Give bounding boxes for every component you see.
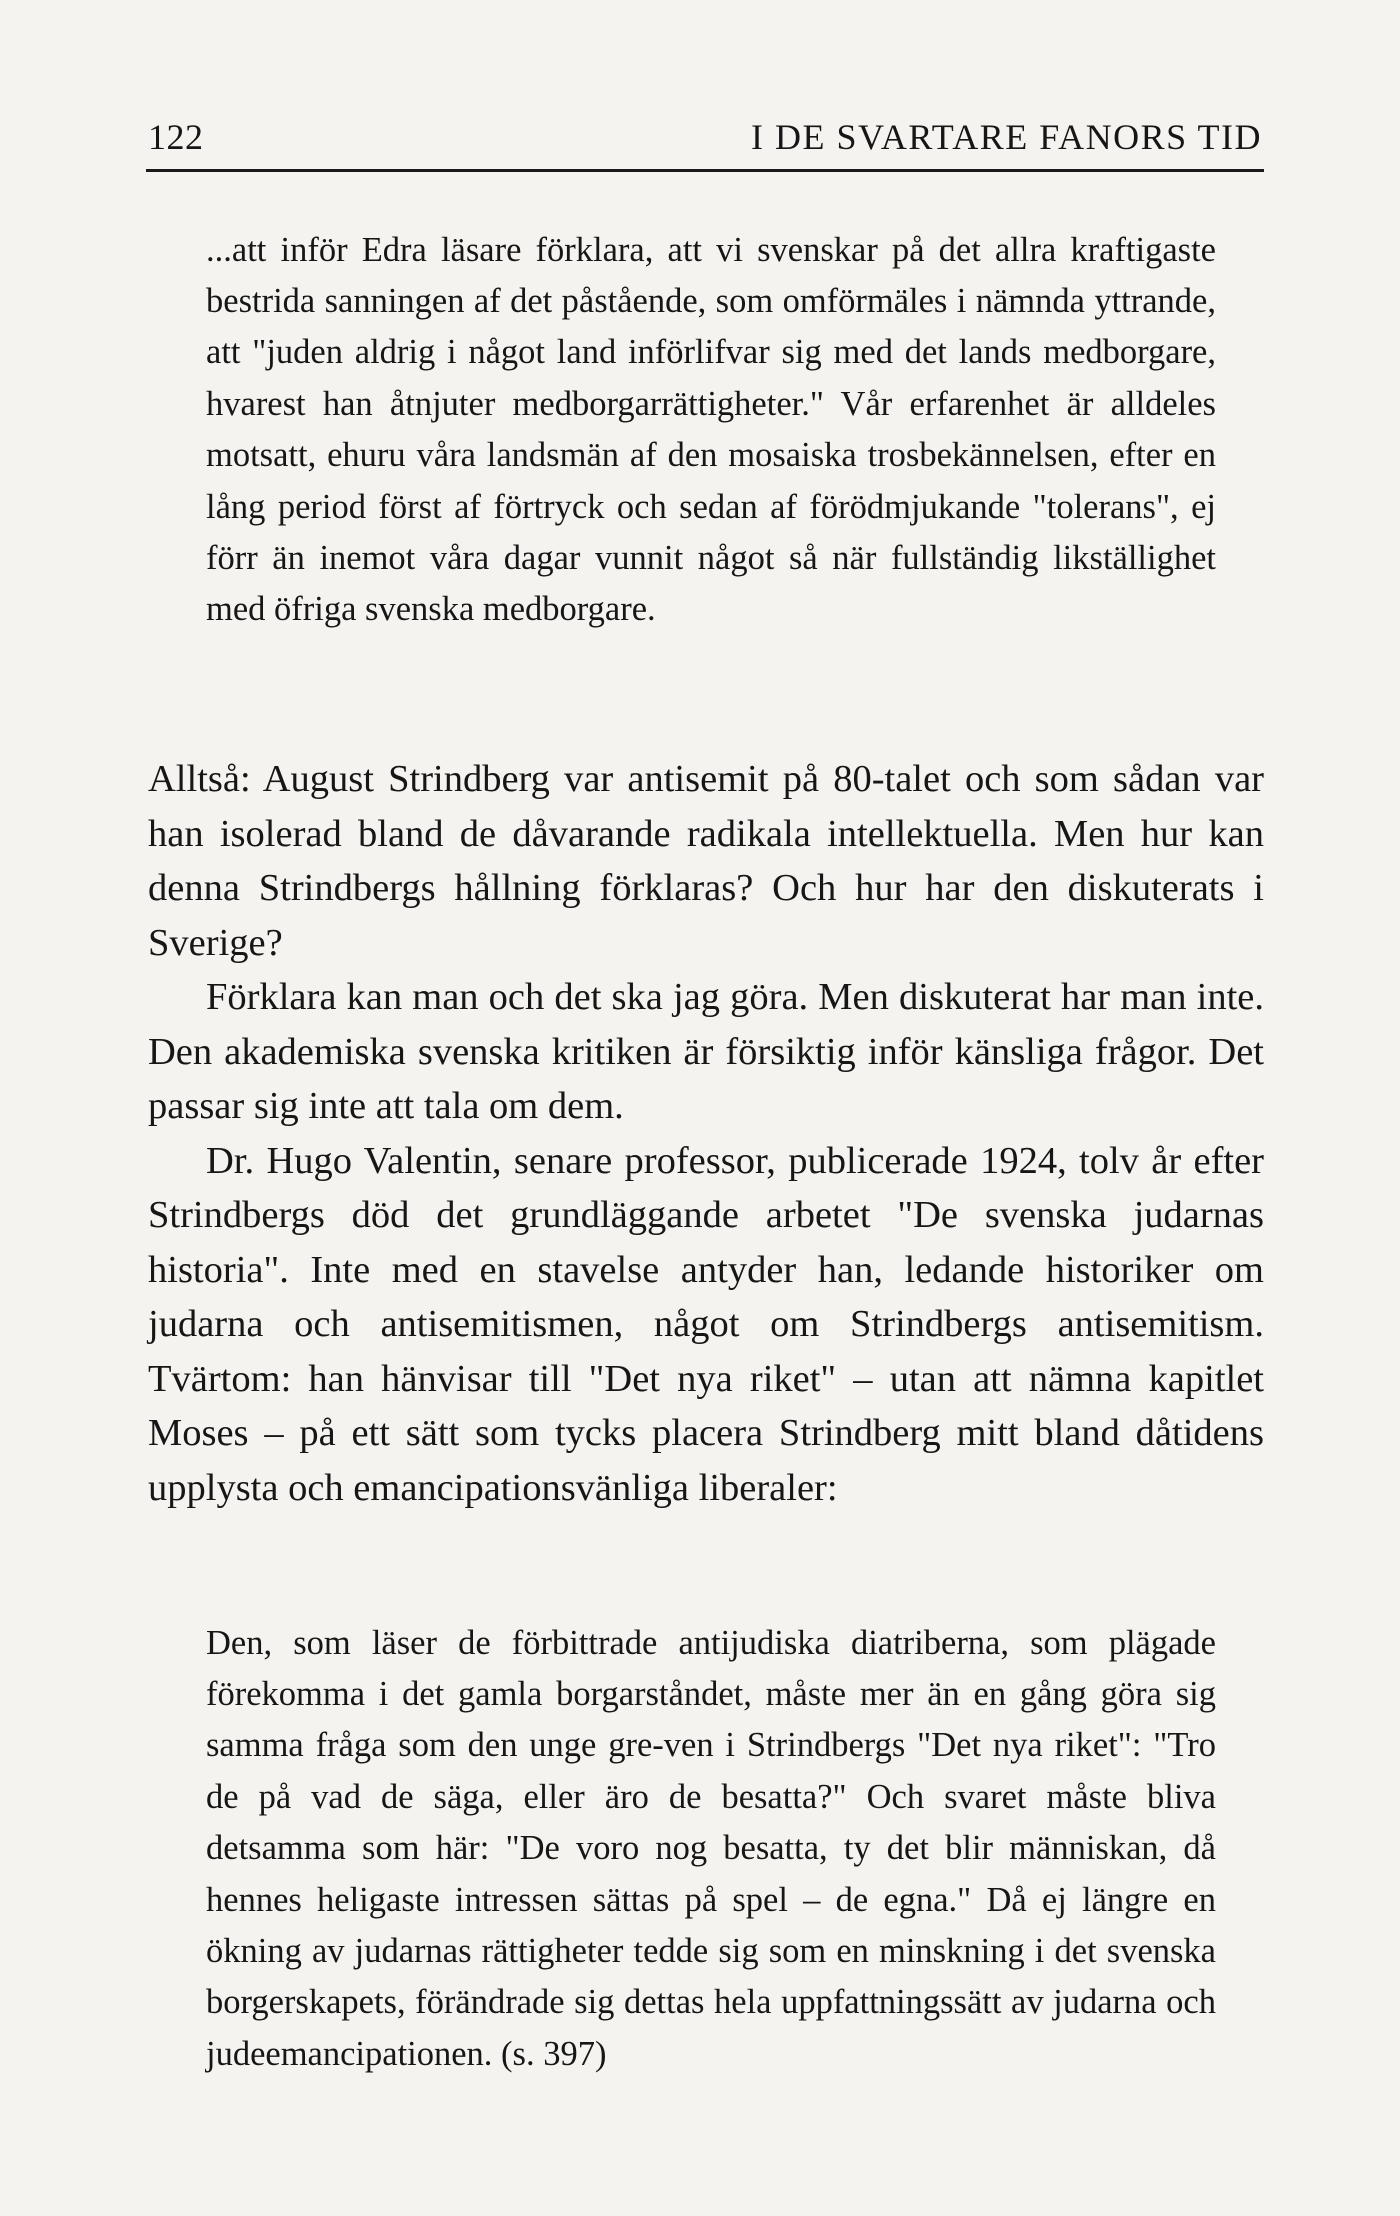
chapter-title: I DE SVARTARE FANORS TID bbox=[750, 117, 1262, 157]
block-quote-2: Den, som läser de förbittrade antijudiska diatriberna, som plägade förekomma i det gamla borgarståndet, måste mer än en gång göra sig samma fråga som den unge gre-ven i Strindbergs "Det nya riket": "Tro de på vad de säga, eller äro de besatta?" Och svaret måste bliva detsamma som här: "De voro nog besatta, ty det blir människan, då hennes heligaste intressen sättas på spel – de egna." Då ej längre en ökning av judarnas rättigheter tedde sig som en minskning i det svenska borgerskapets, förändrade sig dettas hela uppfattningssätt av judarna och judeemancipationen. (s. 397) bbox=[206, 1623, 1216, 2073]
running-head bbox=[148, 112, 1262, 162]
paragraph-2: Förklara kan man och det ska jag göra. Men diskuterat har man inte. Den akademiska svenska kritiken är försiktig inför känsliga frågor. Det passar sig inte att tala om dem. bbox=[148, 976, 1264, 1127]
paragraph-3: Dr. Hugo Valentin, senare professor, publicerade 1924, tolv år efter Strindbergs död det grundläggande arbetet "De svenska judarnas historia". Inte med en stavelse antyder han, ledande historiker om judarna och antisemitismen, något om Strindbergs antisemitism. Tvärtom: han hänvisar till "Det nya riket" – utan att nämna kapitlet Moses – på ett sätt som tycks placera Strindberg mitt bland dåtidens upplysta och emancipationsvänliga liberaler: bbox=[148, 1139, 1264, 1509]
page-number: 122 bbox=[148, 117, 204, 157]
block-quote-1: ...att inför Edra läsare förklara, att vi svenskar på det allra kraftigaste bestrida sanningen af det påstående, som omförmäles i nämnda yttrande, att "juden aldrig i något land införlifvar sig med det lands medborgare, hvarest han åtnjuter medborgarrättigheter." Vår erfarenhet är alldeles motsatt, ehuru våra landsmän af den mosaiska trosbekännelsen, efter en lång period först af förtryck och sedan af förödmjukande "tolerans", ej förr än inemot våra dagar vunnit något så när fullständig likställighet med öfriga svenska medborgare. bbox=[206, 230, 1216, 629]
header-rule bbox=[146, 169, 1264, 172]
body-text bbox=[148, 752, 1264, 1515]
paragraph-1: Alltså: August Strindberg var antisemit på 80-talet och som sådan var han isolerad bland de dåvarande radikala intellektuella. Men hur kan denna Strindbergs hållning förklaras? Och hur har den diskuterats i Sverige? bbox=[148, 758, 1264, 964]
